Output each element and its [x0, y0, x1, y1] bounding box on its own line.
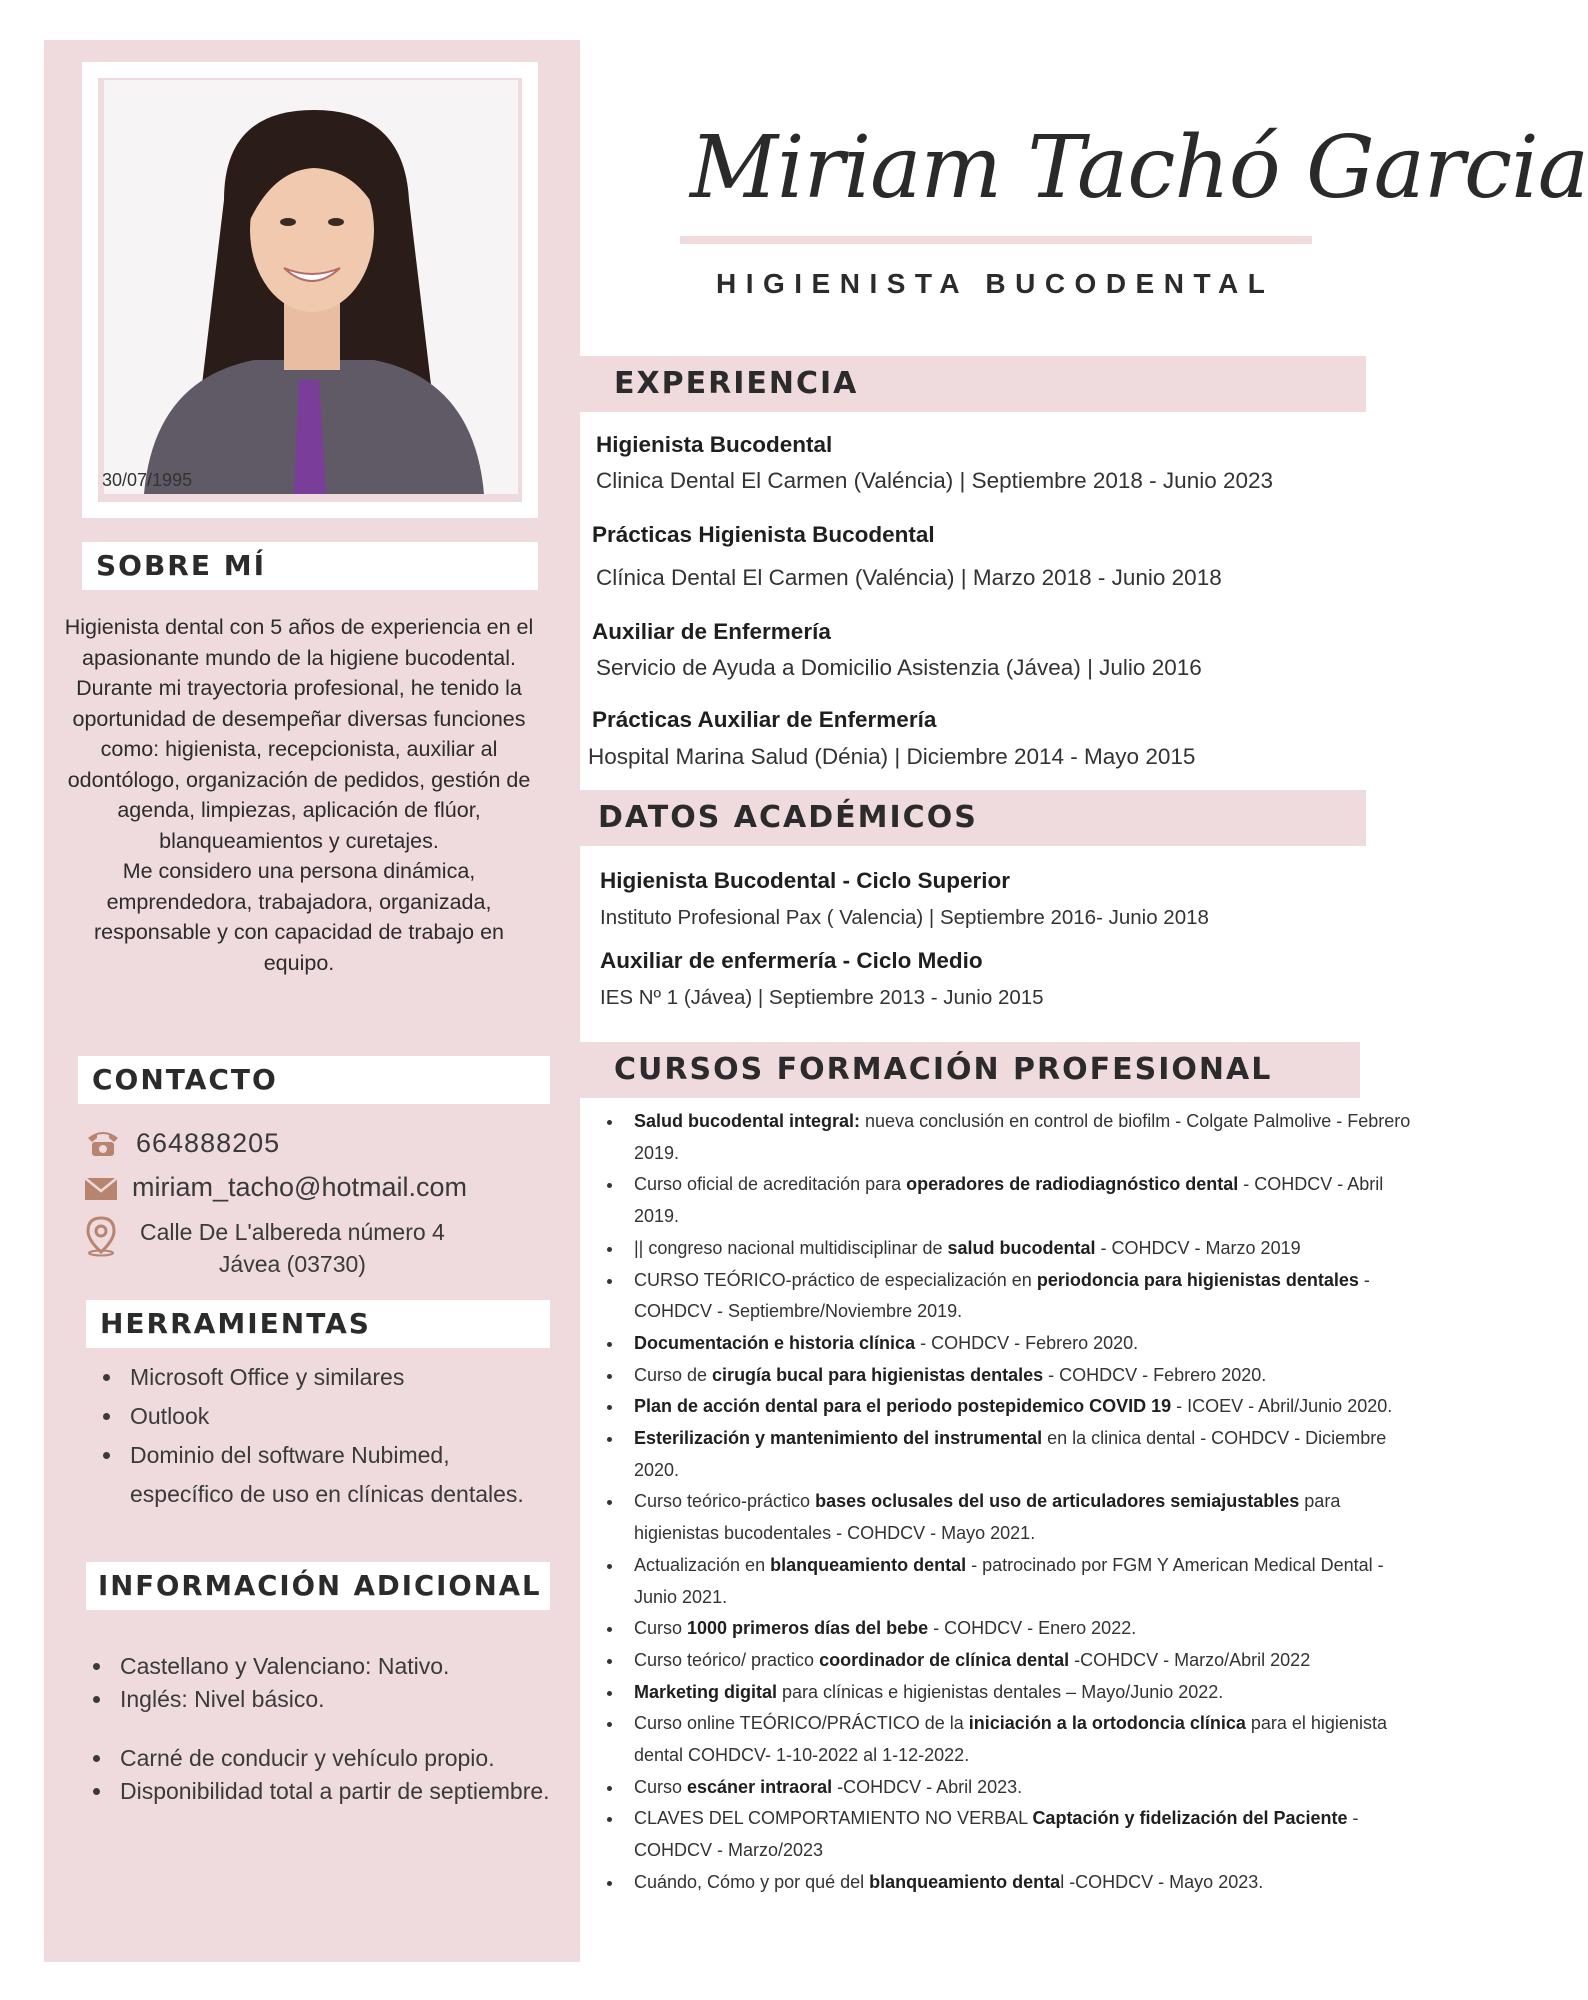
course-text: Curso teórico/ practico: [634, 1649, 820, 1670]
location-pin-icon: [84, 1216, 118, 1256]
course-highlight: Marketing digital: [634, 1681, 778, 1702]
education-heading: DATOS ACADÉMICOS: [580, 790, 1366, 846]
course-text: -COHDCV - Marzo/Abril 2022: [1069, 1649, 1311, 1670]
course-text: - ICOEV - Abril/Junio 2020.: [1171, 1396, 1393, 1417]
contact-email: [84, 1172, 467, 1204]
tools-list: [96, 1358, 554, 1514]
courses-heading: CURSOS FORMACIÓN PROFESIONAL: [580, 1042, 1360, 1098]
course-item: [624, 1265, 1414, 1328]
course-text: en la clinica dental - COHDCV - Diciembre 2020.: [634, 1428, 1387, 1480]
course-highlight: iniciación a la ortodoncia clínica: [968, 1713, 1246, 1734]
course-text: Cuándo, Cómo y por qué del: [634, 1871, 870, 1892]
course-text: - COHDCV - Enero 2022.: [928, 1618, 1137, 1639]
course-text: - COHDCV - Septiembre/Noviembre 2019.: [634, 1269, 1370, 1322]
experience-title: Auxiliar de Enfermería: [592, 619, 831, 644]
course-item: [624, 1328, 1414, 1360]
course-highlight: Esterilización y mantenimiento del instrumental: [634, 1428, 1043, 1449]
languages-list: [86, 1650, 554, 1716]
course-highlight: Documentación e historia clínica: [634, 1332, 916, 1353]
list-item: • Outlook: [124, 1397, 554, 1436]
profile-photo: [104, 80, 518, 494]
course-highlight: blanqueamiento denta: [869, 1871, 1061, 1892]
course-text: para el higienista dental COHDCV- 1-10-2022 al 1-12-2022.: [634, 1713, 1387, 1766]
course-item: [624, 1486, 1414, 1549]
course-item: [624, 1867, 1414, 1899]
course-item: [624, 1613, 1414, 1645]
experience-detail: Hospital Marina Salud (Dénia) | Diciembre 2014 - Mayo 2015: [588, 744, 1196, 769]
experience-title: Prácticas Auxiliar de Enfermería: [592, 707, 937, 732]
course-text: Curso oficial de acreditación para: [634, 1174, 907, 1195]
about-paragraph: Me considero una persona dinámica, emprendedora, trabajadora, organizada, responsable y con capacidad de trabajo en equipo.: [94, 859, 504, 975]
course-text: - COHDCV - Febrero 2020.: [1043, 1364, 1267, 1385]
about-text: [64, 612, 534, 978]
course-text: - COHDCV - Marzo 2019: [1095, 1237, 1301, 1258]
course-item: [624, 1391, 1414, 1423]
about-paragraph: Durante mi trayectoria profesional, he tenido la oportunidad de desempeñar diversas funciones como: higienista, recepcionista, auxiliar al odontólogo, organización de pedidos, gestión de agenda, limpiezas, aplicación de flúor, blanqueamientos y curetajes.: [67, 676, 531, 853]
birthdate: 30/07/1995: [102, 470, 193, 490]
course-text: - patrocinado por FGM Y American Medical Dental - Junio 2021.: [634, 1554, 1384, 1607]
course-highlight: 1000 primeros días del bebe: [687, 1618, 929, 1639]
photo-frame: [82, 62, 538, 518]
course-text: Actualización en: [634, 1554, 771, 1575]
list-item: • Castellano y Valenciano: Nativo.: [114, 1650, 554, 1683]
course-highlight: bases oclusales del uso de articuladores semiajustables: [815, 1491, 1300, 1512]
contact-heading: CONTACTO: [78, 1056, 550, 1104]
course-highlight: Captación y fidelización del Paciente: [1032, 1808, 1348, 1829]
course-item: [624, 1708, 1414, 1771]
about-heading: SOBRE MÍ: [82, 542, 538, 590]
course-text: CLAVES DEL COMPORTAMIENTO NO VERBAL: [634, 1808, 1033, 1829]
course-item: [624, 1233, 1414, 1265]
candidate-name: Miriam Tachó Garcia: [690, 118, 1588, 218]
course-item: [624, 1169, 1414, 1232]
contact-phone: [84, 1128, 280, 1160]
education-detail: Instituto Profesional Pax ( Valencia) | Septiembre 2016- Junio 2018: [600, 906, 1209, 929]
list-item: • Disponibilidad total a partir de septiembre.: [114, 1775, 554, 1808]
education-title: Higienista Bucodental - Ciclo Superior: [600, 868, 1011, 893]
course-highlight: Salud bucodental integral:: [634, 1111, 861, 1131]
course-highlight: blanqueamiento dental: [770, 1554, 967, 1575]
address-line: Jávea (03730): [218, 1251, 366, 1277]
experience-heading: EXPERIENCIA: [580, 356, 1366, 412]
photo-background: [98, 78, 522, 502]
education-title: Auxiliar de enfermería - Ciclo Medio: [600, 948, 983, 973]
course-text: Curso teórico-práctico: [634, 1491, 816, 1512]
course-text: || congreso nacional multidisciplinar de: [634, 1237, 948, 1258]
sidebar: [44, 40, 580, 1962]
list-item: • Carné de conducir y vehículo propio.: [114, 1742, 554, 1775]
experience-title: Higienista Bucodental: [596, 432, 833, 457]
course-highlight: cirugía bucal para higienistas dentales: [712, 1364, 1044, 1385]
course-item: [624, 1645, 1414, 1677]
contact-address: [84, 1216, 445, 1280]
course-highlight: salud bucodental: [947, 1237, 1096, 1258]
course-item: [624, 1803, 1414, 1866]
experience-detail: Servicio de Ayuda a Domicilio Asistenzia (Jávea) | Julio 2016: [596, 655, 1202, 680]
envelope-icon: [84, 1172, 118, 1204]
course-text: Curso de: [634, 1364, 713, 1385]
job-title: HIGIENISTA BUCODENTAL: [716, 268, 1275, 299]
experience-detail: Clinica Dental El Carmen (Valéncia) | Septiembre 2018 - Junio 2023: [596, 468, 1274, 493]
course-text: Curso: [634, 1776, 688, 1797]
course-text: -COHDCV - Abril 2023.: [832, 1776, 1023, 1797]
course-item: [624, 1106, 1414, 1169]
course-text: para clínicas e higienistas dentales – Mayo/Junio 2022.: [777, 1681, 1224, 1702]
list-item: • Dominio del software Nubimed, específico de uso en clínicas dentales.: [124, 1436, 554, 1514]
course-text: nueva conclusión en control de biofilm - Colgate Palmolive - Febrero 2019.: [634, 1111, 1411, 1163]
email-link[interactable]: miriam_tacho@hotmail.com: [132, 1172, 468, 1202]
portrait-illustration: [104, 80, 518, 494]
course-highlight: escáner intraoral: [687, 1776, 833, 1797]
extra-heading: INFORMACIÓN ADICIONAL: [86, 1562, 550, 1610]
course-item: [624, 1772, 1414, 1804]
course-highlight: operadores de radiodiagnóstico dental: [906, 1174, 1239, 1195]
name-underline: [680, 236, 1312, 244]
course-text: - COHDCV - Abril 2019.: [634, 1174, 1384, 1227]
course-item: [624, 1550, 1414, 1613]
tools-heading: HERRAMIENTAS: [86, 1300, 550, 1348]
experience-detail: Clínica Dental El Carmen (Valéncia) | Marzo 2018 - Junio 2018: [596, 565, 1222, 590]
course-highlight: periodoncia para higienistas dentales: [1036, 1269, 1359, 1290]
about-paragraph: Higienista dental con 5 años de experiencia en el apasionante mundo de la higiene bucodental.: [64, 615, 534, 670]
course-text: Curso: [634, 1618, 688, 1639]
course-item: [624, 1360, 1414, 1392]
course-highlight: Plan de acción dental para el periodo postepidemico COVID 19: [634, 1396, 1172, 1417]
course-text: l -COHDCV - Mayo 2023.: [1060, 1871, 1264, 1892]
phone-icon: [84, 1128, 122, 1160]
extra-list: [86, 1742, 554, 1808]
course-text: para higienistas bucodentales - COHDCV - Mayo 2021.: [634, 1491, 1341, 1544]
courses-list: [606, 1106, 1414, 1899]
course-text: CURSO TEÓRICO-práctico de especialización en: [634, 1269, 1037, 1290]
list-item: • Microsoft Office y similares: [124, 1358, 554, 1397]
experience-title: Prácticas Higienista Bucodental: [592, 522, 935, 547]
address-line: Calle De L'albereda número 4: [140, 1219, 445, 1245]
course-text: Curso online TEÓRICO/PRÁCTICO de la: [634, 1713, 969, 1734]
education-detail: IES Nº 1 (Jávea) | Septiembre 2013 - Junio 2015: [600, 986, 1044, 1009]
phone-link[interactable]: 664888205: [136, 1128, 281, 1158]
course-item: [624, 1423, 1414, 1486]
course-item: [624, 1677, 1414, 1709]
course-text: - COHDCV - Febrero 2020.: [915, 1332, 1139, 1353]
list-item: • Inglés: Nivel básico.: [114, 1683, 554, 1716]
course-highlight: coordinador de clínica dental: [819, 1649, 1070, 1670]
course-text: -COHDCV - Marzo/2023: [634, 1808, 1359, 1861]
address-text: [140, 1216, 445, 1280]
